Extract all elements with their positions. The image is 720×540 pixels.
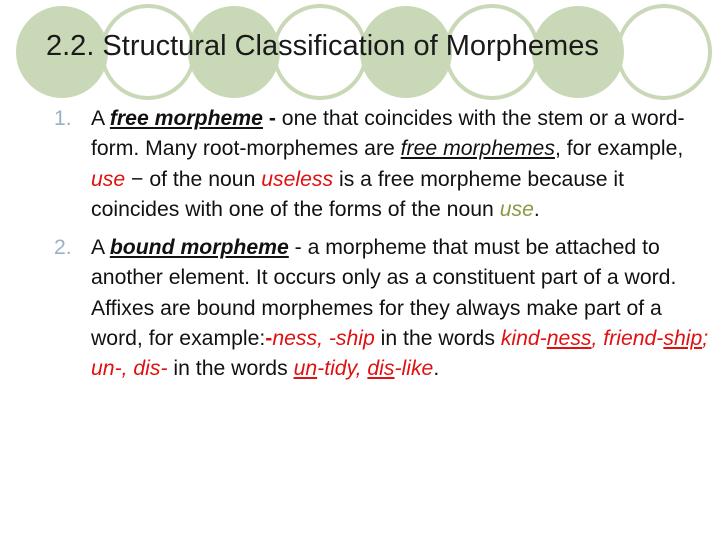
text-segment: - a morpheme that must be attached to another element. It occurs only as a constituent part of a word. Affixes are bound morphemes for they always make part of a word, for example: [91,236,677,351]
circle-decoration [618,6,710,98]
term-free-morphemes: free morphemes [400,137,555,161]
text-segment: in the words [167,357,294,381]
text-segment: − of the noun [125,167,262,191]
list-item [54,104,714,225]
example-kindness: kind- [500,327,547,351]
example-friendship: friend- [603,327,664,351]
text-segment: . [533,197,540,221]
example-dislike-prefix: dis [367,357,395,381]
example-suffixes: ness, -ship [272,327,375,351]
text-segment: is a free morpheme because it coincides with one of the forms of the noun [91,167,624,221]
example-use: use [91,167,126,191]
example-untidy-prefix: un [293,357,318,381]
slide-title: 2.2. Structural Classification of Morphemes [46,30,599,62]
example-use-noun: use [499,197,534,221]
term-free-morpheme: free morpheme [109,107,263,130]
text-segment: , [591,327,598,351]
example-kindness-suffix: ness [546,327,592,351]
text-segment: A [91,236,110,260]
text-segment: one that coincides with the stem or a word-form. Many root-morphemes are [91,107,685,161]
term-bound-morpheme: bound morpheme [109,236,289,260]
item-number: 2. [54,236,72,260]
item-number: 1. [54,107,72,130]
example-untidy: -tidy, [317,357,368,381]
text-segment: A [91,107,110,130]
text-segment: , for example, [554,137,684,161]
text-segment: in the words [374,327,501,351]
text-segment: . [433,357,440,381]
example-friendship-suffix: ship [663,327,703,351]
example-prefixes: ; un-, dis- [91,327,709,381]
bullet-list [54,104,714,393]
list-item [54,233,714,384]
example-dislike: -like [394,357,434,381]
text-segment: - [262,107,282,130]
text-segment: - [265,327,273,351]
example-useless: useless [261,167,334,191]
